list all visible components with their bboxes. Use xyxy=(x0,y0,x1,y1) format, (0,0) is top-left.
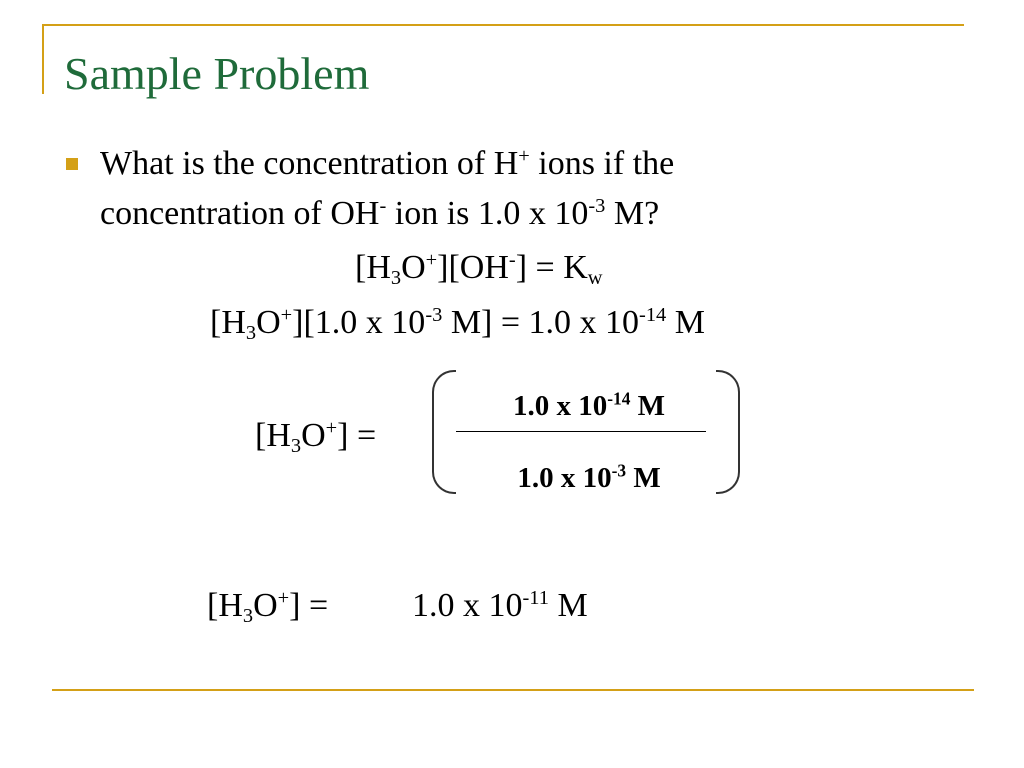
fraction-bar xyxy=(456,431,706,432)
equation-fraction-lhs xyxy=(255,414,376,458)
eq-text: O xyxy=(256,304,281,341)
fraction-denominator xyxy=(478,458,700,498)
eq-text: M xyxy=(666,304,705,341)
question-line-1 xyxy=(100,139,900,189)
eq-text: M xyxy=(630,390,666,422)
eq-text: [H xyxy=(355,249,391,286)
question-line-1-text: What is the concentration of H xyxy=(100,145,519,182)
equation-substituted xyxy=(210,301,705,345)
question-text xyxy=(100,139,900,239)
question-line-2-text: concentration of OH xyxy=(100,195,380,232)
exponent-superscript: -3 xyxy=(588,194,606,217)
bullet-square-icon xyxy=(66,158,78,170)
superscript: -14 xyxy=(607,388,631,409)
superscript: -3 xyxy=(611,460,627,481)
eq-text: [H xyxy=(255,417,291,454)
charge-superscript: + xyxy=(518,144,530,167)
eq-text: 1.0 x 10 xyxy=(512,390,608,422)
question-line-2-tail: M? xyxy=(605,195,660,232)
question-line-2 xyxy=(100,189,900,239)
frame-left-rule xyxy=(42,24,44,94)
superscript: -3 xyxy=(425,303,443,326)
eq-text: M xyxy=(548,587,588,624)
subscript: 3 xyxy=(390,267,402,290)
footer-rule xyxy=(52,689,974,691)
eq-text: ][OH xyxy=(437,249,509,286)
superscript: + xyxy=(325,416,338,439)
superscript: + xyxy=(277,586,290,609)
question-line-1-tail: ions if the xyxy=(529,145,675,182)
eq-text: O xyxy=(401,249,426,286)
eq-text: [H xyxy=(210,304,246,341)
eq-text: ][1.0 x 10 xyxy=(292,304,426,341)
superscript: -14 xyxy=(639,303,667,326)
equation-kw xyxy=(355,246,603,290)
eq-text: [H xyxy=(207,587,243,624)
left-paren-bracket xyxy=(432,370,456,494)
answer-lhs xyxy=(207,584,328,628)
subscript: 3 xyxy=(245,322,257,345)
fraction-numerator xyxy=(478,386,700,426)
charge-superscript: - xyxy=(379,194,387,217)
eq-text: 1.0 x 10 xyxy=(412,587,523,624)
question-line-2-mid: ion is 1.0 x 10 xyxy=(386,195,589,232)
right-paren-bracket xyxy=(716,370,740,494)
eq-text: M xyxy=(626,462,661,494)
eq-text: 1.0 x 10 xyxy=(517,462,612,494)
superscript: -11 xyxy=(522,586,549,609)
answer-value xyxy=(412,584,588,628)
frame-top-rule xyxy=(42,24,964,26)
eq-text: O xyxy=(301,417,326,454)
eq-text: ] = K xyxy=(515,249,588,286)
subscript: 3 xyxy=(242,605,254,628)
eq-text: ] = xyxy=(337,417,377,454)
eq-text: O xyxy=(253,587,278,624)
eq-text: ] = xyxy=(289,587,329,624)
eq-text: M] = 1.0 x 10 xyxy=(442,304,640,341)
slide-title: Sample Problem xyxy=(64,48,370,99)
subscript: w xyxy=(587,267,603,290)
subscript: 3 xyxy=(290,435,302,458)
superscript: + xyxy=(280,303,293,326)
superscript: - xyxy=(508,248,516,271)
superscript: + xyxy=(425,248,438,271)
